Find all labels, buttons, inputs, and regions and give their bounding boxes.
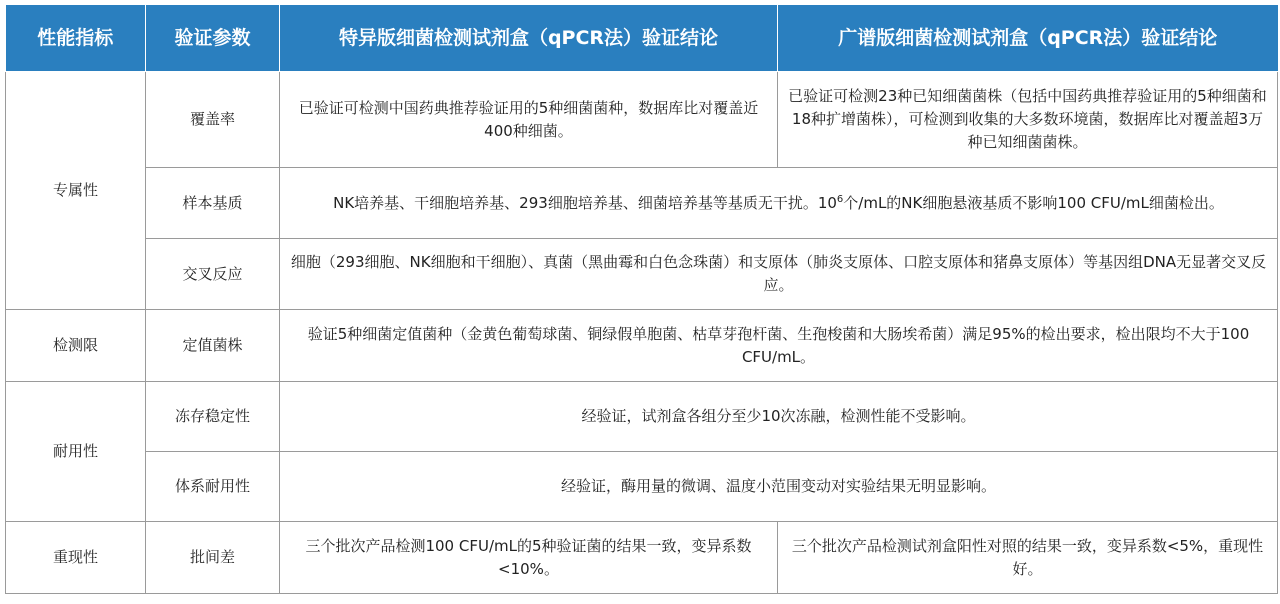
- param-batch: 批间差: [146, 522, 280, 594]
- header-indicator: 性能指标: [6, 5, 146, 72]
- param-system: 体系耐用性: [146, 452, 280, 522]
- cell-system: 经验证，酶用量的微调、温度小范围变动对实验结果无明显影响。: [280, 452, 1278, 522]
- header-specific-kit: 特异版细菌检测试剂盒（qPCR法）验证结论: [280, 5, 778, 72]
- param-lod: 定值菌株: [146, 310, 280, 382]
- param-matrix: 样本基质: [146, 168, 280, 239]
- table-row: [6, 72, 1278, 168]
- cell-freeze: 经验证，试剂盒各组分至少10次冻融，检测性能不受影响。: [280, 382, 1278, 452]
- cell-lod: 验证5种细菌定值菌种（金黄色葡萄球菌、铜绿假单胞菌、枯草芽孢杆菌、生孢梭菌和大肠埃希菌）满足95%的检出要求，检出限均不大于100 CFU/mL。: [280, 310, 1278, 382]
- param-cross: 交叉反应: [146, 239, 280, 310]
- cell-batch-broad: 三个批次产品检测试剂盒阳性对照的结果一致，变异系数<5%，重现性好。: [778, 522, 1278, 594]
- header-parameter: 验证参数: [146, 5, 280, 72]
- category-lod: 检测限: [6, 310, 146, 382]
- cell-cross: 细胞（293细胞、NK细胞和干细胞）、真菌（黑曲霉和白色念珠菌）和支原体（肺炎支原体、口腔支原体和猪鼻支原体）等基因组DNA无显著交叉反应。: [280, 239, 1278, 310]
- matrix-text-b: 个/mL的NK细胞悬液基质不影响100 CFU/mL细菌检出。: [843, 193, 1224, 212]
- param-freeze: 冻存稳定性: [146, 382, 280, 452]
- matrix-superscript: 6: [836, 193, 844, 205]
- header-row: [6, 5, 1278, 72]
- category-reproducibility: 重现性: [6, 522, 146, 594]
- cell-coverage-broad: 已验证可检测23种已知细菌菌株（包括中国药典推荐验证用的5种细菌和18种扩增菌株），可检测到收集的大多数环境菌，数据库比对覆盖超3万种已知细菌菌株。: [778, 72, 1278, 168]
- table-row: [6, 168, 1278, 239]
- table-row: [6, 239, 1278, 310]
- header-broad-kit: 广谱版细菌检测试剂盒（qPCR法）验证结论: [778, 5, 1278, 72]
- cell-coverage-specific: 已验证可检测中国药典推荐验证用的5种细菌菌种，数据库比对覆盖近400种细菌。: [280, 72, 778, 168]
- matrix-text-a: NK培养基、干细胞培养基、293细胞培养基、细菌培养基等基质无干扰。10: [333, 193, 837, 212]
- param-coverage: 覆盖率: [146, 72, 280, 168]
- table-row: [6, 452, 1278, 522]
- category-specificity: 专属性: [6, 72, 146, 310]
- table-row: [6, 382, 1278, 452]
- category-robustness: 耐用性: [6, 382, 146, 522]
- validation-table: [5, 5, 1278, 594]
- table-row: [6, 522, 1278, 594]
- table-row: [6, 310, 1278, 382]
- cell-matrix: [280, 168, 1278, 239]
- cell-batch-specific: 三个批次产品检测100 CFU/mL的5种验证菌的结果一致，变异系数<10%。: [280, 522, 778, 594]
